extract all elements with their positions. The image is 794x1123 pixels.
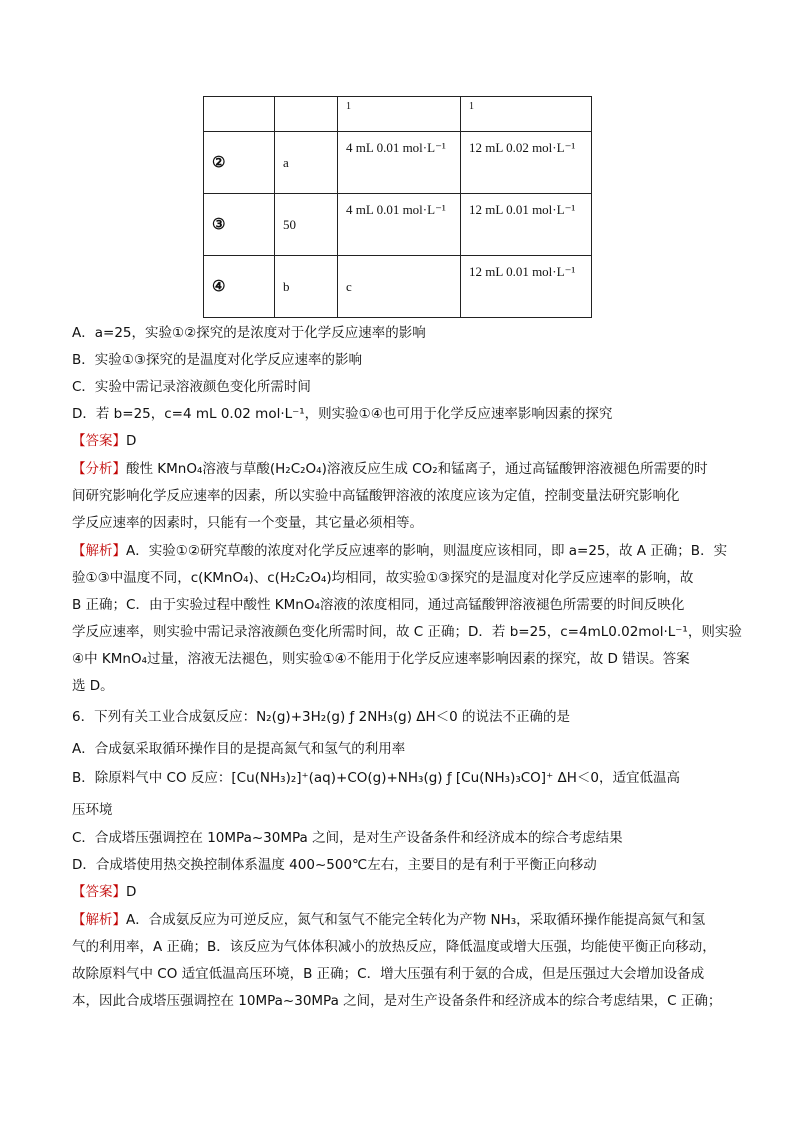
explain-tag: 【解析】	[72, 543, 126, 559]
table-cell	[338, 132, 461, 194]
q5-option-c: C．实验中需记录溶液颜色变化所需时间	[72, 379, 311, 395]
experiment-number: ③	[212, 217, 226, 233]
table-cell	[338, 97, 461, 132]
cell-text: 12 mL 0.01 mol·L⁻¹	[469, 264, 576, 279]
table-cell: c	[338, 256, 461, 318]
table-row	[204, 132, 592, 194]
q6-option-d: D．合成塔使用热交换控制体系温度 400~500℃左右，主要目的是有利于平衡正向移动	[72, 857, 597, 873]
table-row	[204, 97, 592, 132]
table-cell	[204, 97, 275, 132]
answer-tag: 【答案】	[72, 433, 126, 449]
q6-option-a: A．合成氨采取循环操作目的是提高氮气和氢气的利用率	[72, 741, 406, 757]
q6-option-b-cont: 压环境	[72, 802, 113, 818]
q6-stem: 6．下列有关工业合成氨反应：N₂(g)+3H₂(g) ƒ 2NH₃(g) ΔH＜0 的说法不正确的是	[72, 709, 571, 725]
q5-answer	[72, 429, 136, 449]
q6-explain-line: 本，因此合成塔压强调控在 10MPa~30MPa 之间，是对生产设备条件和经济成本的综合考虑结果，C 正确；	[72, 993, 722, 1009]
cell-text: 12 mL 0.01 mol·L⁻¹	[469, 202, 576, 217]
q5-explain-line: 验①③中温度不同，c(KMnO₄)、c(H₂C₂O₄)均相同，故实验①③探究的是温度对化学反应速率的影响，故	[72, 570, 694, 586]
analysis-tag: 【分析】	[72, 461, 126, 477]
q5-option-d: D．若 b=25，c=4 mL 0.02 mol·L⁻¹，则实验①④也可用于化学反应速率影响因素的探究	[72, 406, 613, 422]
explain-tag: 【解析】	[72, 912, 126, 928]
experiment-table	[203, 96, 592, 318]
cell-text: 12 mL 0.02 mol·L⁻¹	[469, 140, 576, 155]
table-cell	[461, 97, 592, 132]
table-cell: 50	[275, 194, 338, 256]
q5-explain-line	[72, 539, 727, 559]
cell-text: 1	[469, 101, 474, 112]
table-cell	[204, 194, 275, 256]
q5-analysis-line: 学反应速率的因素时，只能有一个变量，其它量必须相等。	[72, 515, 423, 531]
explain-text: A．实验①②研究草酸的浓度对化学反应速率的影响，则温度应该相同，即 a=25，故 A 正确；B．实	[126, 543, 728, 559]
q5-explain-line: 学反应速率，则实验中需记录溶液颜色变化所需时间，故 C 正确；D．若 b=25，c=4mL0.02mol·L⁻¹，则实验	[72, 624, 742, 640]
q5-analysis-line	[72, 457, 708, 477]
q6-explain-line: 气的利用率，A 正确；B．该反应为气体体积减小的放热反应，降低温度或增大压强，均能使平衡正向移动，	[72, 939, 716, 955]
table-cell	[204, 132, 275, 194]
table-cell	[461, 256, 592, 318]
q5-explain-line: B 正确；C．由于实验过程中酸性 KMnO₄溶液的浓度相同，通过高锰酸钾溶液褪色所需要的时间反映化	[72, 597, 685, 613]
experiment-number: ②	[212, 155, 226, 171]
table-cell	[461, 132, 592, 194]
experiment-number: ④	[212, 279, 226, 295]
q6-explain-line	[72, 908, 705, 928]
explain-text: A．合成氨反应为可逆反应，氮气和氢气不能完全转化为产物 NH₃，采取循环操作能提高氮气和氢	[126, 912, 706, 928]
table-cell	[461, 194, 592, 256]
q5-option-b: B．实验①③探究的是温度对化学反应速率的影响	[72, 352, 362, 368]
cell-text: 1	[346, 101, 351, 112]
q5-option-a: A．a=25，实验①②探究的是浓度对于化学反应速率的影响	[72, 325, 426, 341]
q5-analysis-line: 间研究影响化学反应速率的因素，所以实验中高锰酸钾溶液的浓度应该为定值，控制变量法研究影响化	[72, 488, 680, 504]
q6-answer	[72, 880, 136, 900]
cell-text: 4 mL 0.01 mol·L⁻¹	[346, 202, 446, 217]
table-row	[204, 194, 592, 256]
q6-option-c: C．合成塔压强调控在 10MPa~30MPa 之间，是对生产设备条件和经济成本的综合考虑结果	[72, 830, 623, 846]
table-row	[204, 256, 592, 318]
table-cell	[275, 97, 338, 132]
q5-explain-line: ④中 KMnO₄过量，溶液无法褪色，则实验①④不能用于化学反应速率影响因素的探究，故 D 错误。答案	[72, 651, 690, 667]
table-cell	[338, 194, 461, 256]
q5-explain-line: 选 D。	[72, 678, 114, 694]
table-cell	[204, 256, 275, 318]
answer-tag: 【答案】	[72, 884, 126, 900]
cell-text: 4 mL 0.01 mol·L⁻¹	[346, 140, 446, 155]
answer-value: D	[126, 884, 137, 900]
answer-value: D	[126, 433, 137, 449]
analysis-text: 酸性 KMnO₄溶液与草酸(H₂C₂O₄)溶液反应生成 CO₂和锰离子，通过高锰酸钾溶液褪色所需要的时	[126, 461, 708, 477]
table-cell: b	[275, 256, 338, 318]
table-cell: a	[275, 132, 338, 194]
q6-option-b: B．除原料气中 CO 反应：[Cu(NH₃)₂]⁺(aq)+CO(g)+NH₃(g) ƒ [Cu(NH₃)₃CO]⁺ ΔH＜0，适宜低温高	[72, 770, 680, 786]
q6-explain-line: 故除原料气中 CO 适宜低温高压环境，B 正确；C．增大压强有利于氨的合成，但是压强过大会增加设备成	[72, 966, 705, 982]
